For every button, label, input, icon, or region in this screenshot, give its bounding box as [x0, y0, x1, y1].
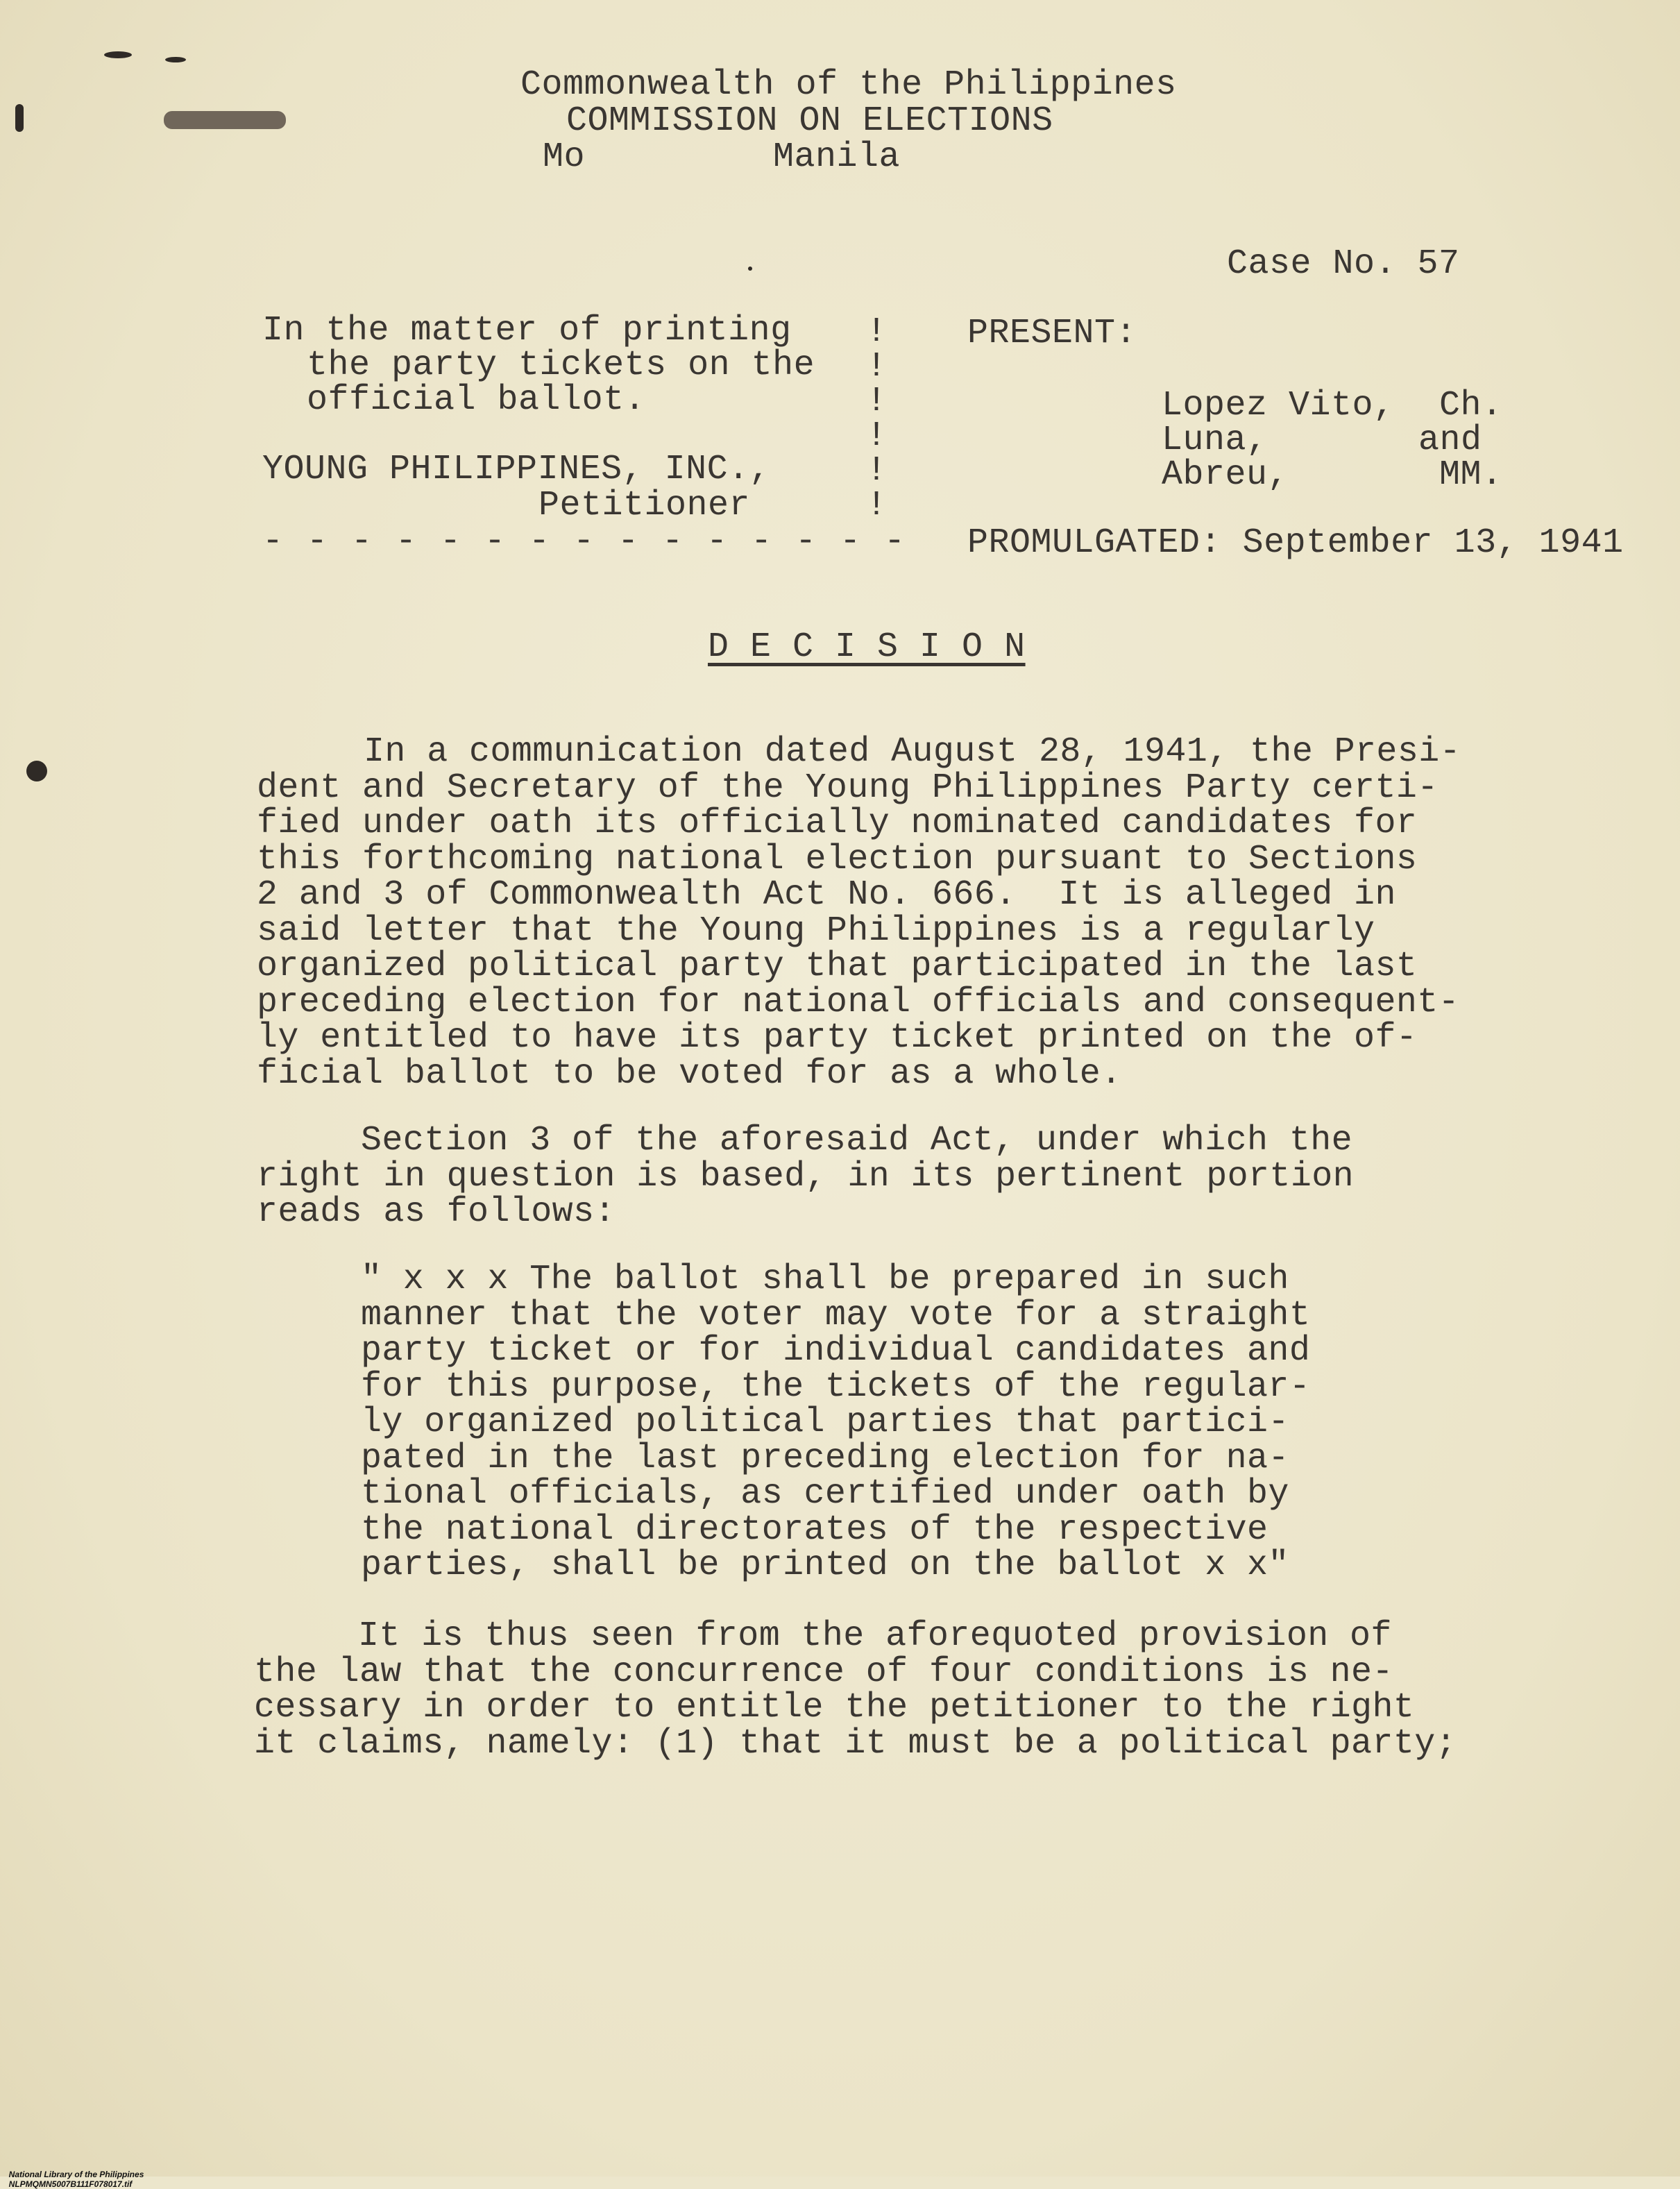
- staple-mark: [164, 111, 286, 129]
- text-line: 2 and 3 of Commonwealth Act No. 666. It is alleged in: [257, 875, 1396, 915]
- text-line: it claims, namely: (1) that it must be a political party;: [254, 1723, 1457, 1764]
- text-line: the national directorates of the respective: [361, 1510, 1269, 1550]
- caption-separator: !: [866, 312, 888, 352]
- present-member-title: MM.: [1439, 455, 1503, 495]
- text-line: Section 3 of the aforesaid Act, under which the: [361, 1121, 1353, 1160]
- text-line: reads as follows:: [257, 1192, 616, 1232]
- present-label: PRESENT:: [967, 314, 1137, 353]
- text-line: ficial ballot to be voted for as a whole.: [257, 1054, 1122, 1094]
- caption-separator: !: [866, 347, 888, 387]
- text-line: right in question is based, in its pertinent portion: [257, 1156, 1355, 1197]
- text-line: manner that the voter may vote for a straight: [361, 1295, 1311, 1335]
- ink-speck: [26, 761, 47, 781]
- text-line: said letter that the Young Philippines is a regularly: [257, 911, 1375, 951]
- present-member-name: Abreu,: [1162, 455, 1289, 495]
- text-line: fied under oath its officially nominated candidates for: [257, 804, 1418, 843]
- archive-footer: [4, 2160, 171, 2189]
- footer-file: NLPMQMN5007B111F078017.tif: [8, 2179, 133, 2189]
- text-line: It is thus seen from the aforequoted provision of: [358, 1616, 1392, 1656]
- ink-speck: [104, 51, 132, 58]
- ink-speck: [15, 104, 24, 132]
- text-line: ly organized political parties that partici-: [361, 1403, 1289, 1442]
- caption-separator: !: [866, 416, 888, 456]
- text-line: cessary in order to entitle the petitioner to the right: [254, 1688, 1415, 1727]
- caption-line: the party tickets on the: [307, 346, 815, 385]
- text-line: this forthcoming national election pursuant to Sections: [257, 839, 1418, 879]
- decision-title: D E C I S I O N: [708, 627, 1026, 667]
- text-line: " x x x The ballot shall be prepared in such: [361, 1260, 1289, 1299]
- footer-library: National Library of the Philippines: [8, 2170, 144, 2179]
- caption-separator: !: [866, 451, 888, 491]
- text-line: party ticket or for individual candidates and: [361, 1331, 1311, 1371]
- promulgated-date: PROMULGATED: September 13, 1941: [967, 523, 1624, 563]
- present-member-title: Ch.: [1439, 386, 1503, 425]
- text-line: ly entitled to have its party ticket printed on the of-: [257, 1018, 1418, 1058]
- text-line: pated in the last preceding election for na-: [361, 1438, 1289, 1478]
- letterhead-line1: Commonwealth of the Philippines: [520, 65, 1177, 105]
- text-line: In a communication dated August 28, 1941, the Presi-: [364, 732, 1461, 772]
- letterhead-city-prefix: Mo: [543, 137, 586, 177]
- letterhead-line2: COMMISSION ON ELECTIONS: [566, 101, 1053, 141]
- text-line: parties, shall be printed on the ballot x x": [361, 1546, 1289, 1585]
- ink-speck: [165, 57, 186, 62]
- present-member-name: Luna,: [1162, 421, 1268, 460]
- text-line: dent and Secretary of the Young Philippines Party certi-: [257, 768, 1439, 808]
- present-member-name: Lopez Vito,: [1162, 386, 1395, 425]
- paragraph-1: [257, 734, 1461, 1092]
- ink-speck: [748, 267, 752, 271]
- text-line: organized political party that participated in the last: [257, 947, 1418, 986]
- petitioner-name: YOUNG PHILIPPINES, INC.,: [262, 450, 771, 489]
- caption-separator: !: [866, 486, 888, 525]
- quoted-provision: [361, 1262, 1310, 1584]
- letterhead-city: Manila: [773, 137, 901, 177]
- caption-separator: !: [866, 382, 888, 421]
- caption-dashes: - - - - - - - - - - - - - - -: [262, 522, 907, 561]
- caption-line: In the matter of printing: [262, 311, 792, 350]
- caption-line: official ballot.: [307, 380, 646, 420]
- petitioner-role: Petitioner: [538, 486, 751, 525]
- present-member-title: and: [1418, 421, 1482, 460]
- text-line: for this purpose, the tickets of the regular-: [361, 1367, 1311, 1407]
- text-line: preceding election for national officials and consequent-: [257, 982, 1460, 1022]
- case-number: Case No. 57: [1227, 244, 1460, 284]
- text-line: the law that the concurrence of four conditions is ne-: [254, 1652, 1393, 1692]
- paragraph-2: [257, 1123, 1354, 1231]
- text-line: tional officials, as certified under oath by: [361, 1474, 1289, 1514]
- paragraph-3: [254, 1616, 1457, 1764]
